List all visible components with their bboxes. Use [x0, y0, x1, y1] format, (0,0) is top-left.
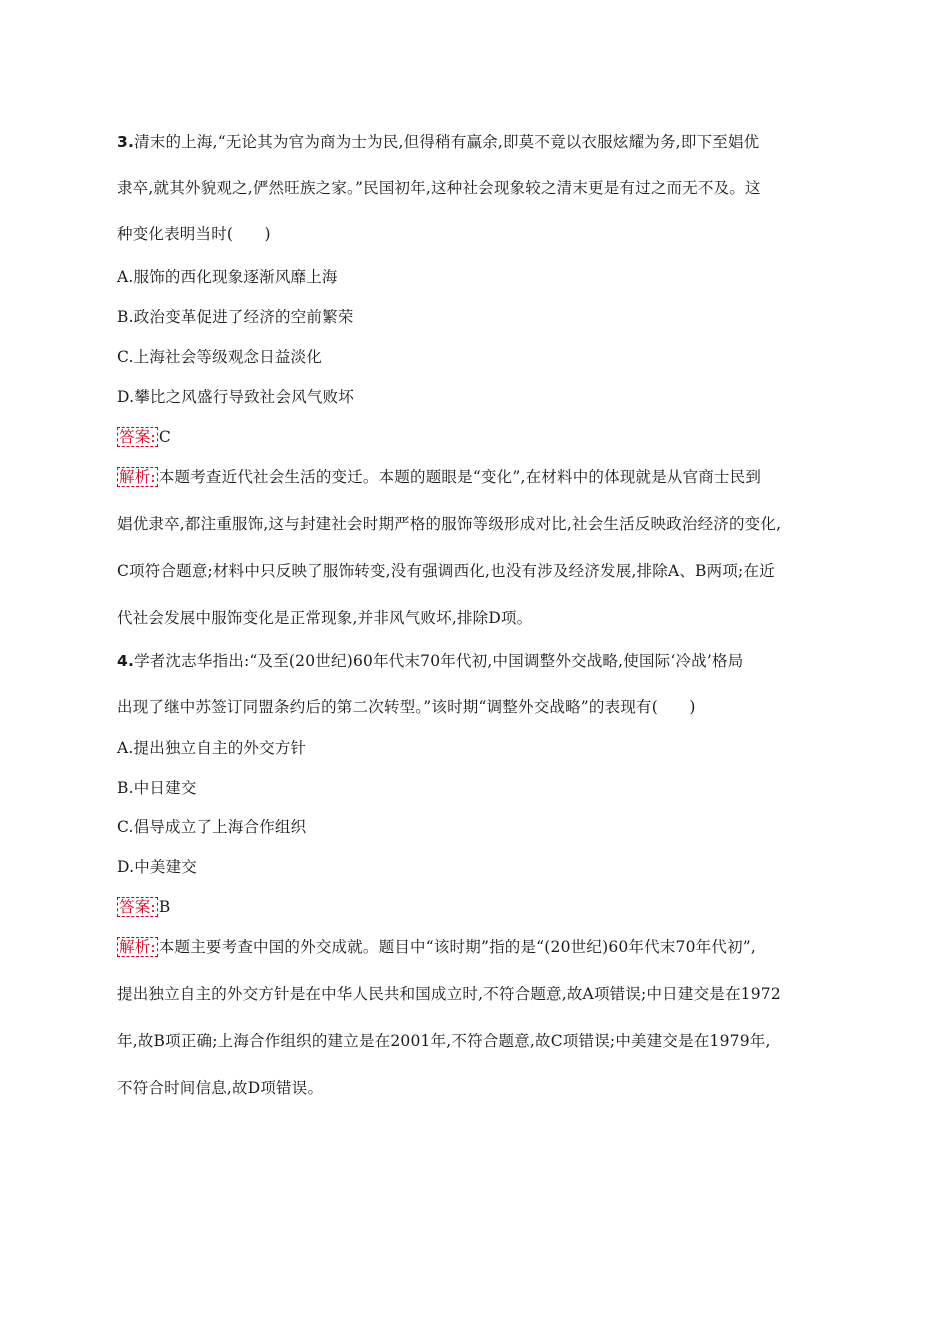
q3-analysis-label: 解析: [119, 468, 156, 486]
q3-analysis-line-3: C项符合题意;材料中只反映了服饰转变,没有强调西化,也没有涉及经济发展,排除A、B两项;在近 [117, 562, 775, 580]
q4-number: 4. [117, 652, 135, 670]
q3-number: 3. [117, 133, 135, 151]
q3-analysis-text-1: 本题考查近代社会生活的变迁。本题的题眼是“变化”,在材料中的体现就是从官商士民到 [158, 468, 762, 486]
q4-analysis-label: 解析: [119, 938, 156, 956]
q4-option-a: A.提出独立自主的外交方针 [117, 739, 307, 757]
q4-stem-line-1 [117, 649, 743, 671]
q3-stem-line-3: 种变化表明当时( ) [117, 225, 271, 243]
q4-analysis-line-1 [117, 935, 756, 957]
q4-answer-value: B [158, 898, 171, 916]
q3-option-d: D.攀比之风盛行导致社会风气败坏 [117, 388, 355, 406]
q4-analysis-line-2: 提出独立自主的外交方针是在中华人民共和国成立时,不符合题意,故A项错误;中日建交是在1972 [117, 985, 781, 1003]
q3-option-c: C.上海社会等级观念日益淡化 [117, 348, 323, 366]
q4-answer [117, 895, 170, 917]
q3-analysis-line-1 [117, 465, 761, 487]
q3-answer-value: C [158, 428, 171, 446]
q4-analysis-text-1: 本题主要考查中国的外交成就。题目中“该时期”指的是“(20世纪)60年代末70年代初”, [158, 938, 757, 956]
q4-stem-text-1: 学者沈志华指出:“及至(20世纪)60年代末70年代初,中国调整外交战略,使国际‘冷战’格局 [134, 652, 744, 670]
q3-option-a: A.服饰的西化现象逐渐风靡上海 [117, 268, 338, 286]
q3-answer-label: 答案: [119, 428, 156, 446]
q3-answer [117, 425, 171, 447]
q4-option-b: B.中日建交 [117, 779, 197, 797]
q4-option-d: D.中美建交 [117, 858, 198, 876]
q4-analysis-line-3: 年,故B项正确;上海合作组织的建立是在2001年,不符合题意,故C项错误;中美建交是在1979年, [117, 1032, 771, 1050]
q4-answer-label: 答案: [119, 898, 156, 916]
q3-stem-line-1 [117, 130, 759, 152]
q4-stem-line-2: 出现了继中苏签订同盟条约后的第二次转型。”该时期“调整外交战略”的表现有( ) [117, 698, 696, 716]
q3-analysis-line-4: 代社会发展中服饰变化是正常现象,并非风气败坏,排除D项。 [117, 609, 533, 627]
q4-option-c: C.倡导成立了上海合作组织 [117, 818, 307, 836]
q3-option-b: B.政治变革促进了经济的空前繁荣 [117, 308, 354, 326]
q3-stem-line-2: 隶卒,就其外貌观之,俨然旺族之家。”民国初年,这种社会现象较之清末更是有过之而无不及。这 [117, 179, 761, 197]
q4-analysis-line-4: 不符合时间信息,故D项错误。 [117, 1079, 324, 1097]
q3-analysis-line-2: 娼优隶卒,都注重服饰,这与封建社会时期严格的服饰等级形成对比,社会生活反映政治经济的变化, [117, 515, 782, 533]
q3-stem-text-1: 清末的上海,“无论其为官为商为士为民,但得稍有赢余,即莫不竟以衣服炫耀为务,即下至娼优 [134, 133, 760, 151]
